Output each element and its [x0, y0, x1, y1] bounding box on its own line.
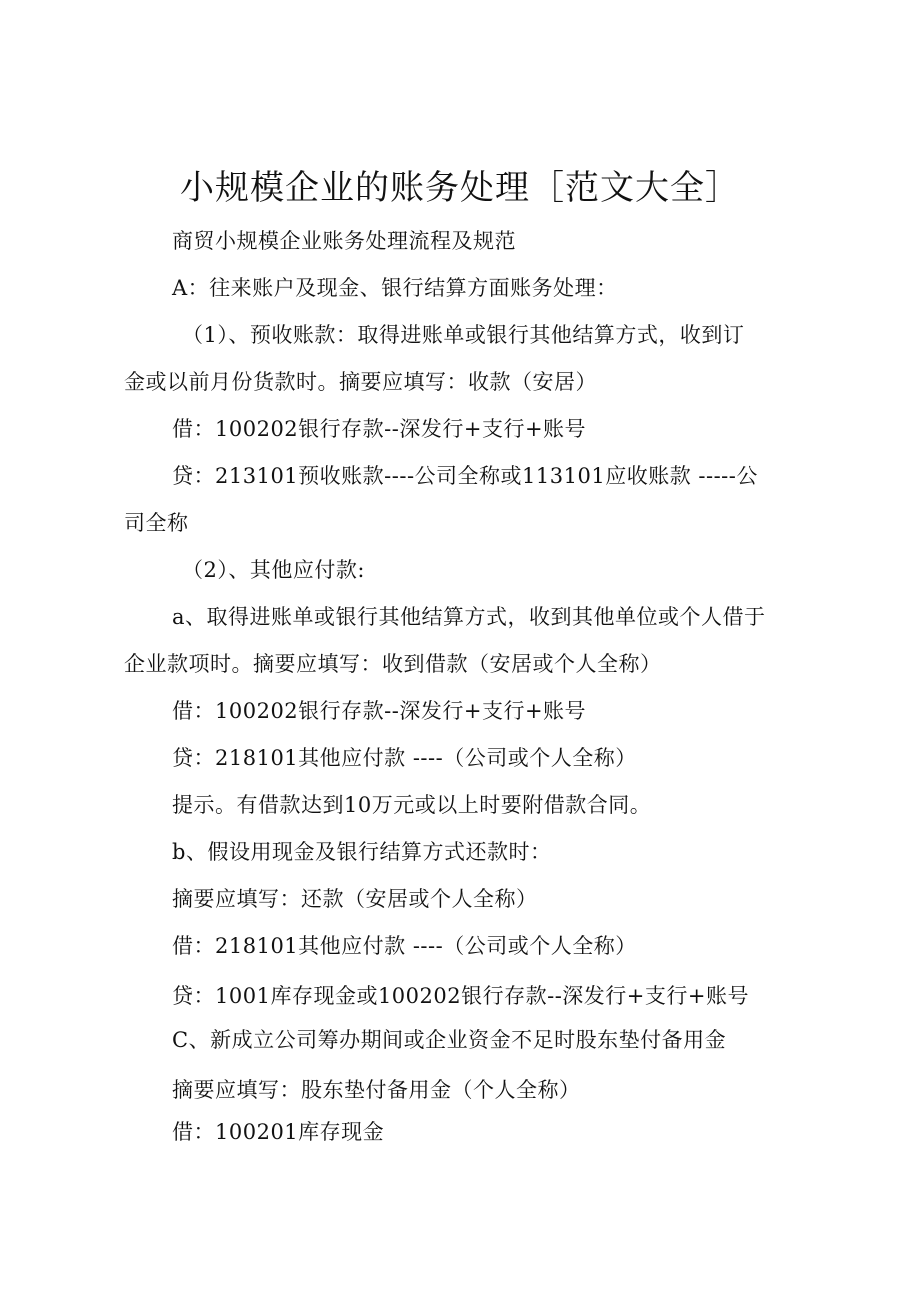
- item-2b-line: b、假设用现金及银行结算方式还款时：: [172, 840, 552, 864]
- entry-credit-line: 贷：213101预收账款----公司全称或113101应收账款 -----公: [172, 464, 758, 488]
- summary-line: 摘要应填写：股东垫付备用金（个人全称）: [172, 1078, 581, 1102]
- entry-credit-line: 贷：1001库存现金或100202银行存款--深发行+支行+账号: [172, 984, 749, 1008]
- entry-credit-continuation: 司全称: [124, 511, 189, 535]
- item-c-line: C、新成立公司筹办期间或企业资金不足时股东垫付备用金: [172, 1028, 727, 1052]
- document-title: 小规模企业的账务处理［范文大全］: [180, 168, 740, 208]
- entry-debit-line: 借：100202银行存款--深发行+支行+账号: [172, 699, 587, 723]
- entry-debit-line: 借：100201库存现金: [172, 1120, 385, 1144]
- item-2-heading: （2）、其他应付款:: [182, 558, 365, 582]
- entry-credit-line: 贷：218101其他应付款 ----（公司或个人全称）: [172, 746, 637, 770]
- item-1-heading: （1）、预收账款：取得进账单或银行其他结算方式，收到订: [182, 323, 745, 347]
- note-line: 提示。有借款达到10万元或以上时要附借款合同。: [172, 793, 652, 817]
- item-2a-line: a、取得进账单或银行其他结算方式，收到其他单位或个人借于: [172, 605, 766, 629]
- item-2a-continuation: 企业款项时。摘要应填写：收到借款（安居或个人全称）: [124, 652, 662, 676]
- entry-debit-line: 借：100202银行存款--深发行+支行+账号: [172, 417, 587, 441]
- entry-debit-line: 借：218101其他应付款 ----（公司或个人全称）: [172, 934, 637, 958]
- section-a-heading: A：往来账户及现金、银行结算方面账务处理：: [172, 276, 618, 300]
- subtitle-line: 商贸小规模企业账务处理流程及规范: [172, 229, 516, 253]
- item-1-continuation: 金或以前月份货款时。摘要应填写：收款（安居）: [124, 370, 597, 394]
- summary-line: 摘要应填写：还款（安居或个人全称）: [172, 887, 538, 911]
